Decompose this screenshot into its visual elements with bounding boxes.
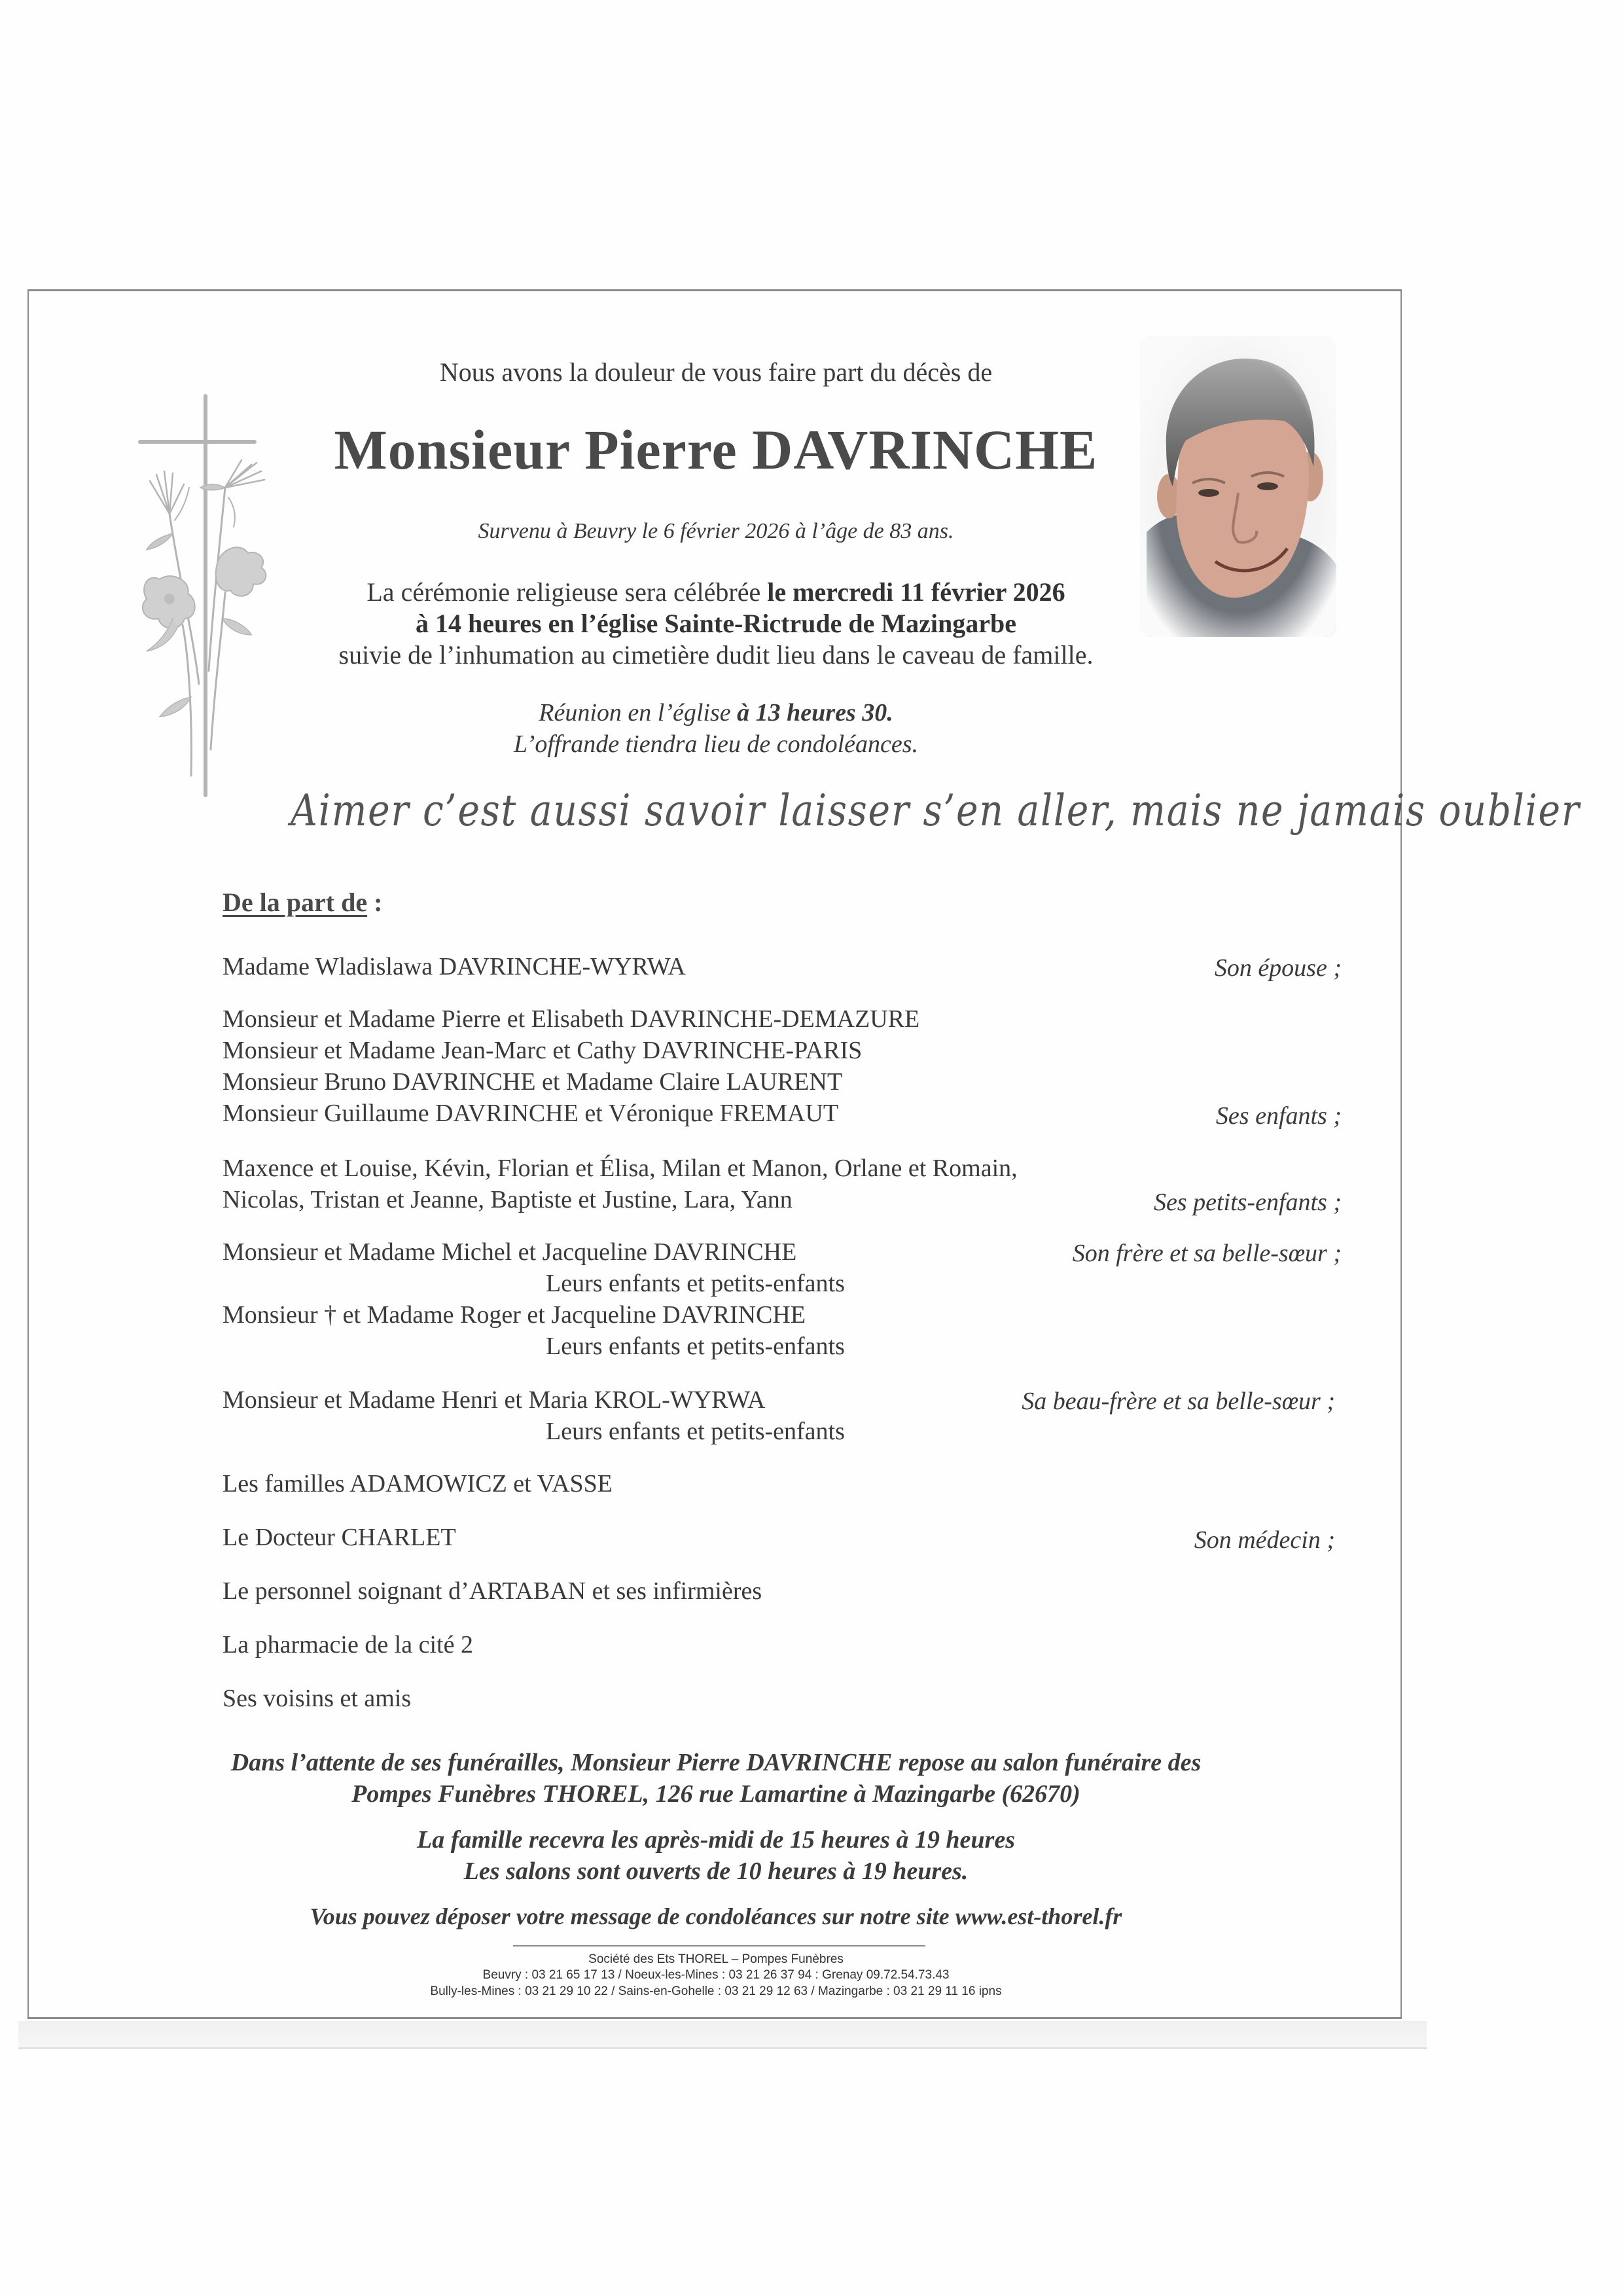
- reunion-block: [29, 697, 1403, 760]
- condolences-website-note: Vous pouvez déposer votre message de condoléances sur notre site www.est-thorel.fr: [310, 1903, 1122, 1929]
- family-heading-label: De la part de: [223, 888, 368, 917]
- family-row: Nicolas, Tristan et Jeanne, Baptiste et Justine, Lara, Yann: [223, 1186, 793, 1213]
- offering-note: L’offrande tiendra lieu de condoléances.: [513, 730, 919, 758]
- family-row: Monsieur Bruno DAVRINCHE et Madame Claire LAURENT: [223, 1068, 843, 1096]
- ceremony-line-1: [29, 577, 1403, 608]
- relation-label: Son médecin ;: [1194, 1526, 1335, 1554]
- obituary-frame: [27, 289, 1580, 2019]
- footer-divider: [513, 1945, 925, 1946]
- family-heading: [223, 887, 382, 918]
- ceremony-line-3: suivie de l’inhumation au cimetière dudit lieu dans le caveau de famille.: [338, 640, 1094, 670]
- funeral-home-line-2: Pompes Funèbres THOREL, 126 rue Lamartine à Mazingarbe (62670): [351, 1780, 1080, 1808]
- reunion-time: à 13 heures 30.: [737, 699, 893, 726]
- ceremony-line-2: [29, 608, 1403, 639]
- family-row: Le Docteur CHARLET: [223, 1524, 456, 1551]
- intro-text: Nous avons la douleur de vous faire part du décès de: [439, 357, 993, 387]
- relation-label: Ses petits-enfants ;: [1153, 1189, 1342, 1216]
- relation-label: Son épouse ;: [1214, 954, 1342, 982]
- family-row: Madame Wladislawa DAVRINCHE-WYRWA: [223, 953, 686, 980]
- funeral-home-line-1: Dans l’attente de ses funérailles, Monsieur Pierre DAVRINCHE repose au salon funéraire des: [230, 1749, 1202, 1776]
- page-shadow-band: [18, 2021, 1427, 2049]
- visiting-hours-line-2: Les salons sont ouverts de 10 heures à 19 heures.: [463, 1857, 969, 1885]
- reunion-text: Réunion en l’église: [539, 699, 738, 726]
- relation-label: Ses enfants ;: [1215, 1102, 1342, 1130]
- family-subrow: Leurs enfants et petits-enfants: [546, 1270, 845, 1297]
- family-row: Le personnel soignant d’ARTABAN et ses infirmières: [223, 1577, 762, 1605]
- relation-label: Sa beau-frère et sa belle-sœur ;: [1022, 1388, 1335, 1415]
- reunion-line-1: [29, 697, 1403, 728]
- family-subrow: Leurs enfants et petits-enfants: [546, 1333, 845, 1360]
- family-row: Les familles ADAMOWICZ et VASSE: [223, 1470, 613, 1498]
- family-row: Ses voisins et amis: [223, 1685, 412, 1712]
- ceremony-time-place: à 14 heures en l’église Sainte-Rictrude de Mazingarbe: [415, 609, 1017, 638]
- footer-phones-2: Bully-les-Mines : 03 21 29 10 22 / Sains-en-Gohelle : 03 21 29 12 63 / Mazingarbe : 03 21 29 11 16 ipns: [430, 1984, 1002, 1998]
- visiting-hours-line-1: La famille recevra les après-midi de 15 heures à 19 heures: [416, 1826, 1015, 1854]
- deceased-name-title: Monsieur Pierre DAVRINCHE: [334, 418, 1098, 481]
- family-subrow: Leurs enfants et petits-enfants: [546, 1418, 845, 1445]
- family-row: Monsieur et Madame Michel et Jacqueline DAVRINCHE: [223, 1238, 797, 1266]
- family-row: Monsieur et Madame Jean-Marc et Cathy DAVRINCHE-PARIS: [223, 1037, 863, 1064]
- family-heading-colon: :: [367, 888, 383, 917]
- family-row: Maxence et Louise, Kévin, Florian et Élisa, Milan et Manon, Orlane et Romain,: [223, 1155, 1018, 1182]
- family-row: La pharmacie de la cité 2: [223, 1631, 473, 1659]
- deceased-details: Survenu à Beuvry le 6 février 2026 à l’âge de 83 ans.: [478, 519, 954, 543]
- footer-company: Société des Ets THOREL – Pompes Funèbres: [588, 1952, 844, 1966]
- family-row: Monsieur et Madame Pierre et Elisabeth DAVRINCHE-DEMAZURE: [223, 1005, 920, 1033]
- footer-phones-1: Beuvry : 03 21 65 17 13 / Noeux-les-Mines : 03 21 26 37 94 : Grenay 09.72.54.73.43: [482, 1968, 950, 1982]
- family-row: Monsieur et Madame Henri et Maria KROL-WYRWA: [223, 1386, 766, 1414]
- ceremony-intro-text: La cérémonie religieuse sera célébrée: [366, 577, 768, 607]
- family-row: Monsieur Guillaume DAVRINCHE et Véronique FREMAUT: [223, 1100, 839, 1127]
- ceremony-block: [29, 577, 1403, 671]
- ceremony-date: le mercredi 11 février 2026: [767, 577, 1065, 607]
- memorial-quote: Aimer c’est aussi savoir laisser s’en aller, mais ne jamais oublier: [291, 785, 1580, 836]
- family-row: Monsieur † et Madame Roger et Jacqueline DAVRINCHE: [223, 1301, 806, 1329]
- relation-label: Son frère et sa belle-sœur ;: [1072, 1240, 1342, 1267]
